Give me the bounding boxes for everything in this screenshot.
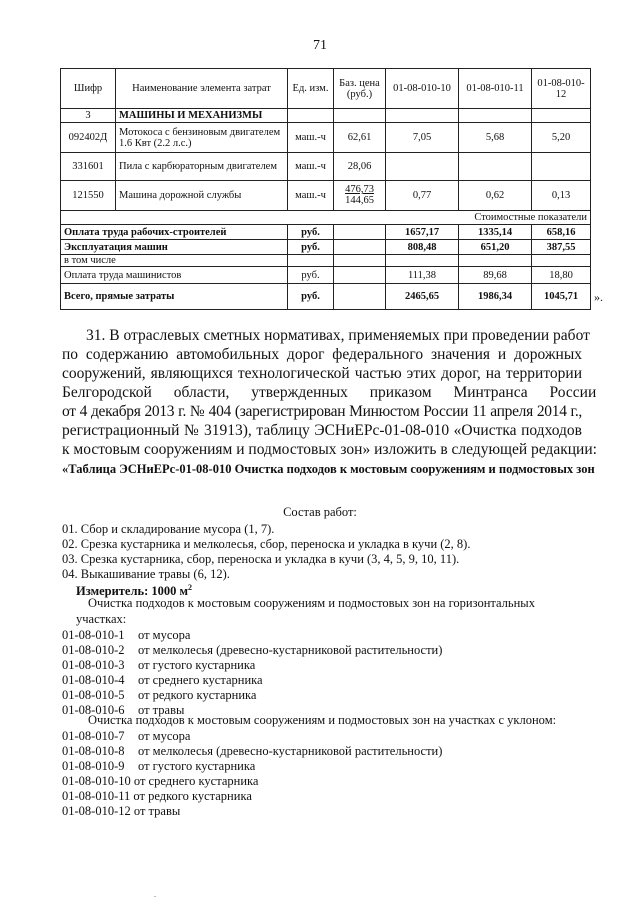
header-unit: Ед. изм. <box>288 69 334 109</box>
list-item: 01-08-010-9 от густого кустарника <box>62 759 256 773</box>
slope-list <box>62 729 442 819</box>
list-item: 04. Выкашивание травы (6, 12). <box>62 567 230 581</box>
list-item: 03. Срезка кустарника, сбор, переноска и укладка в кучи (3, 4, 5, 9, 10, 11). <box>62 552 460 566</box>
list-item: 01-08-010-4 от среднего кустарника <box>62 673 263 687</box>
list-item: 01-08-010-3 от густого кустарника <box>62 658 256 672</box>
measure-label: Измеритель: 1000 $м^2$ <box>76 583 193 599</box>
struck-price: 476,73 <box>345 184 374 195</box>
list-item: 01-08-010-6 от травы <box>62 703 185 717</box>
footer-mark: . <box>154 890 156 899</box>
table-row: 121550 Машина дорожной службы маш.-ч 476,73 144,65 0,77 0,62 0,13 <box>61 181 591 211</box>
list-item: 01-08-010-8 от мелколесья (древесно-кустарниковой растительности) <box>62 744 443 758</box>
table-row: Оплата труда рабочих-строителей руб. 1657,17 1335,14 658,16 <box>61 225 591 240</box>
list-item: 01-08-010-12 от травы <box>62 804 181 818</box>
list-item: 01-08-010-11 от редкого кустарника <box>62 789 252 803</box>
new-price: 144,65 <box>345 195 374 206</box>
new-table-title: «Таблица ЭСНиЕРс-01-08-010 Очистка подходов к мостовым сооружениям и подмостовых зон <box>62 462 595 476</box>
list-item: 01. Сбор и складирование мусора (1, 7). <box>62 522 275 536</box>
header-code: Шифр <box>61 69 116 109</box>
table-row: 331601 Пила с карбюраторным двигателем маш.-ч 28,06 <box>61 153 591 181</box>
table-row: Всего, прямые затраты руб. 2465,65 1986,34 1045,71 <box>61 284 591 310</box>
header-col-12: 01-08-010-12 <box>532 69 591 109</box>
list-item: 01-08-010-2 от мелколесья (древесно-кустарниковой растительности) <box>62 643 443 657</box>
list-item: 01-08-010-1 от мусора <box>62 628 191 642</box>
list-item: 02. Срезка кустарника и мелколесья, сбор, переноска и укладка в кучи (2, 8). <box>62 537 471 551</box>
header-col-11: 01-08-010-11 <box>459 69 532 109</box>
horizontal-intro: Очистка подходов к мостовым сооружениям и подмостовых зон на горизонтальных <box>88 596 535 610</box>
page-number: 71 <box>313 38 327 53</box>
paragraph-31: 31. В отраслевых сметных нормативах, применяемых при проведении работ по содержанию автомобильных дорог федерального значения и дорожных сооружений, являющихся технологической частью этих дорог, на территории Белгородской области, утвержденных приказом Минтранса России от 4 декабря 2013 г. № 404 (зарегистрирован Минюстом России 11 апреля 2014 г., регистрационный № 31913), таблицу ЭСНиЕРс-01-08-010 «Очистка подходов к мостовым сооружениям и подмостовых зон» изложить в следующей редакции: <box>62 327 597 458</box>
section-code: 3 <box>61 109 116 123</box>
closing-quote: ». <box>594 290 603 304</box>
header-name: Наименование элемента затрат <box>116 69 288 109</box>
list-item: 01-08-010-7 от мусора <box>62 729 191 743</box>
table-row: в том числе <box>61 255 591 267</box>
list-item: 01-08-010-10 от среднего кустарника <box>62 774 259 788</box>
slope-intro: Очистка подходов к мостовым сооружениям и подмостовых зон на участках с уклоном: <box>88 713 557 727</box>
horizontal-list <box>62 628 442 718</box>
table-row: Эксплуатация машин руб. 808,48 651,20 387,55 <box>61 240 591 255</box>
table-row: 092402Д Мотокоса с бензиновым двигателем 1.6 Квт (2.2 л.с.) маш.-ч 62,61 7,05 5,68 5,20 <box>61 123 591 153</box>
cost-table <box>60 68 591 310</box>
table-row: Оплата труда машинистов руб. 111,38 89,68 18,80 <box>61 267 591 284</box>
works-list <box>62 522 470 582</box>
section-title: МАШИНЫ И МЕХАНИЗМЫ <box>116 109 288 123</box>
cost-header: Стоимостные показатели <box>386 211 591 225</box>
header-col-10: 01-08-010-10 <box>386 69 459 109</box>
table-header-row <box>61 69 591 109</box>
works-heading: Состав работ: <box>283 505 357 519</box>
cost-header-row <box>61 211 591 225</box>
section-row <box>61 109 591 123</box>
list-item: 01-08-010-5 от редкого кустарника <box>62 688 257 702</box>
header-price: Баз. цена (руб.) <box>334 69 386 109</box>
horizontal-intro-cont: участках: <box>76 612 127 626</box>
